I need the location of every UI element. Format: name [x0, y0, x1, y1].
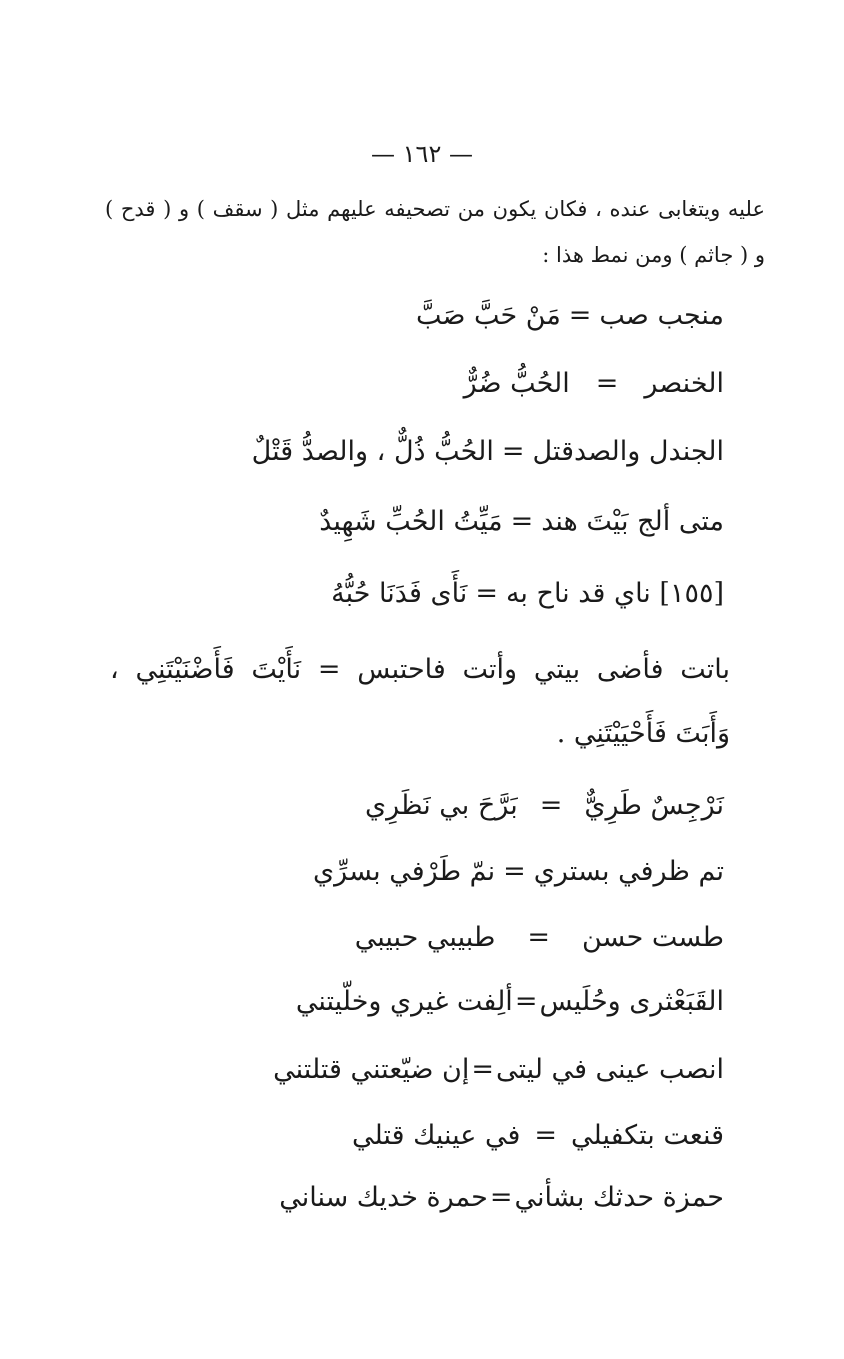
- verse-line: [252, 436, 724, 467]
- verse-line: [331, 578, 724, 609]
- verse-decoded: نَأَى فَدَنَا حُبُّهُ: [331, 578, 468, 609]
- intro-paragraph: [105, 186, 765, 278]
- verse-line: [355, 922, 724, 953]
- verse-line: [416, 300, 724, 331]
- verse-line: [319, 506, 724, 537]
- verse-code: القَبَعْثرى وحُلَيس: [539, 986, 724, 1017]
- equals-sign: =: [514, 986, 538, 1017]
- equals-sign: =: [534, 1120, 557, 1151]
- intro-line-1: عليه ويتغابى عنده ، فكان يكون من تصحيفه عليهم مثل ( سقف ) و ( قدح ): [105, 197, 765, 221]
- equals-sign: =: [471, 1054, 494, 1085]
- verse-decoded: مَيِّتُ الحُبِّ شَهِيدٌ: [319, 506, 503, 537]
- verse-line: [352, 1120, 724, 1151]
- verse-decoded: الحُبُّ ضُرٌّ: [463, 368, 570, 399]
- equals-sign: =: [539, 790, 563, 821]
- page-number: — ١٦٢ —: [371, 140, 473, 168]
- verse-code: نَرْجِسٌ طَرِيٌّ: [584, 790, 724, 821]
- verse-code: قنعت بتكفيلي: [571, 1120, 724, 1151]
- intro-line-2: و ( جاثم ) ومن نمط هذا :: [542, 243, 765, 267]
- equals-sign: =: [501, 436, 525, 467]
- verse-line: [464, 368, 724, 399]
- equals-sign: =: [568, 300, 592, 331]
- equals-sign: =: [503, 856, 526, 887]
- verse-decoded: الحُبُّ ذُلٌّ ، والصدُّ قَتْلٌ: [251, 436, 494, 467]
- verse-decoded: طبيبي حبيبي: [354, 922, 496, 953]
- verse-code: حمزة حدثك بشأني: [514, 1182, 724, 1213]
- equals-sign: =: [595, 368, 619, 399]
- equals-sign: =: [510, 506, 534, 537]
- long-verse-line-2: وَأَبَتَ فَأَحْيَيْتَنِي .: [556, 718, 730, 749]
- verse-line: [313, 856, 724, 887]
- verse-code: الجندل والصدقتل: [532, 436, 724, 467]
- verse-code: الخنصر: [644, 368, 724, 399]
- long-verse-line-1: باتت فأضى بيتي وأتت فاحتبس = نَأَيْتَ فَأَضْنَيْتَنِي ،: [110, 654, 730, 685]
- equals-sign: =: [489, 1182, 513, 1213]
- verse-line: [273, 1054, 724, 1085]
- verse-line: [365, 790, 724, 821]
- equals-sign: =: [527, 922, 550, 953]
- verse-decoded: بَرَّحَ بي نَظَرِي: [365, 790, 518, 821]
- equals-sign: =: [475, 578, 498, 609]
- verse-code: [١٥٥] ناي قد ناح به: [505, 578, 724, 609]
- verse-decoded: حمرة خديك سناني: [279, 1182, 488, 1213]
- verse-decoded: ألِفت غيري وخلّيتني: [295, 986, 513, 1017]
- verse-line: [279, 1182, 724, 1213]
- verse-decoded: في عينيك قتلي: [351, 1120, 521, 1151]
- verse-decoded: إن ضيّعتني قتلتني: [273, 1054, 470, 1085]
- verse-line: [296, 986, 724, 1017]
- verse-decoded: نمّ طَرْفي بسرِّي: [313, 856, 496, 887]
- verse-code: متى ألج بَيْتَ هند: [541, 506, 724, 537]
- verse-code: طست حسن: [581, 922, 724, 953]
- verse-code: منجب صب: [599, 300, 724, 331]
- verse-code: انصب عينى في ليتى: [495, 1054, 724, 1085]
- verse-decoded: مَنْ حَبَّ صَبَّ: [415, 300, 561, 331]
- verse-code: تم ظرفي بستري: [533, 856, 724, 887]
